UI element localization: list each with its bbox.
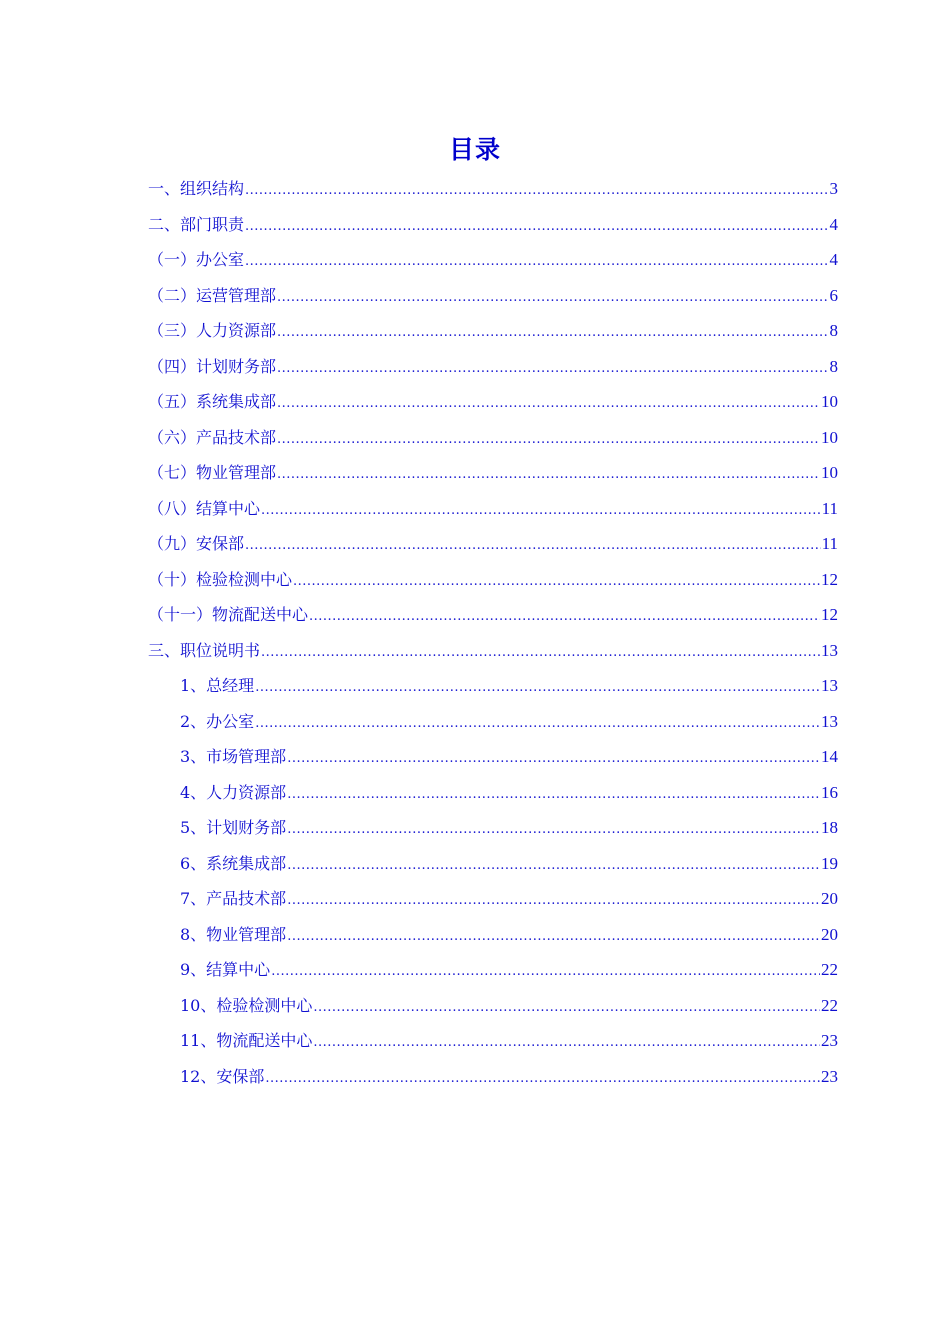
toc-dot-leader	[255, 706, 820, 742]
toc-entry-inspection-testing-position[interactable]	[148, 988, 838, 1024]
toc-entry-label: （十一）物流配送中心	[148, 605, 309, 624]
toc-page-number: 19	[821, 853, 838, 873]
toc-page-number: 13	[821, 640, 838, 660]
toc-page-number: 8	[829, 356, 838, 376]
toc-entry-label: （九）安保部	[148, 534, 245, 553]
toc-dot-leader	[287, 812, 820, 848]
toc-dot-leader	[261, 635, 820, 671]
toc-dot-leader	[277, 457, 820, 493]
toc-entry-product-technology-position[interactable]	[148, 881, 838, 917]
toc-dot-leader	[277, 422, 820, 458]
toc-dot-leader	[277, 315, 828, 351]
toc-entry-system-integration[interactable]	[148, 384, 838, 420]
toc-entry-label: （八）结算中心	[148, 498, 261, 518]
toc-entry-label: 三、职位说明书	[148, 640, 261, 660]
toc-entry-label: （六）产品技术部	[148, 427, 277, 447]
toc-dot-leader	[245, 173, 828, 209]
toc-entry-label: 1、总经理	[180, 676, 255, 695]
toc-entry-property-management-position[interactable]	[148, 917, 838, 953]
toc-dot-leader	[287, 848, 820, 884]
toc-entry-label: （二）运营管理部	[148, 285, 277, 305]
toc-entry-settlement-center[interactable]	[148, 491, 838, 527]
toc-entry-label: 2、办公室	[180, 711, 255, 731]
toc-entry-label: 10、检验检测中心	[180, 995, 313, 1015]
toc-entry-security[interactable]	[148, 526, 838, 562]
toc-dot-leader	[245, 209, 828, 245]
toc-dot-leader	[313, 990, 820, 1026]
toc-page-number: 3	[829, 179, 838, 198]
toc-entry-label: 9、结算中心	[180, 960, 271, 979]
toc-entry-planning-finance[interactable]	[148, 349, 838, 385]
toc-entry-planning-finance-position[interactable]	[148, 810, 838, 846]
toc-dot-leader	[277, 386, 820, 422]
toc-dot-leader	[309, 599, 820, 635]
toc-entry-general-manager[interactable]	[148, 668, 838, 704]
toc-dot-leader	[293, 564, 820, 600]
toc-entry-label: （十）检验检测中心	[148, 569, 293, 589]
toc-entry-organization-structure[interactable]	[148, 171, 838, 207]
toc-entry-label: （七）物业管理部	[148, 463, 277, 482]
toc-dot-leader	[255, 670, 820, 706]
toc-dot-leader	[313, 1025, 820, 1061]
toc-dot-leader	[287, 883, 820, 919]
toc-entry-product-technology[interactable]	[148, 420, 838, 456]
toc-entry-settlement-center-position[interactable]	[148, 952, 838, 988]
toc-entry-label: 11、物流配送中心	[180, 1031, 313, 1050]
toc-page-number: 22	[821, 960, 838, 979]
toc-dot-leader	[245, 528, 821, 564]
toc-entry-label: 8、物业管理部	[180, 924, 287, 944]
toc-page-number: 23	[821, 1031, 838, 1050]
toc-entry-label: 一、组织结构	[148, 179, 245, 198]
toc-dot-leader	[287, 919, 820, 955]
toc-entry-system-integration-position[interactable]	[148, 846, 838, 882]
toc-page-number: 8	[829, 321, 838, 340]
toc-page-number: 11	[821, 534, 838, 553]
toc-entry-label: 6、系统集成部	[180, 853, 287, 873]
toc-dot-leader	[261, 493, 821, 529]
toc-entry-label: 7、产品技术部	[180, 889, 287, 908]
toc-entry-logistics-distribution[interactable]	[148, 597, 838, 633]
toc-dot-leader	[265, 1061, 820, 1097]
toc-page-number: 20	[821, 924, 838, 944]
toc-dot-leader	[245, 244, 828, 280]
toc-entry-label: （三）人力资源部	[148, 321, 277, 340]
toc-page-number: 20	[821, 889, 838, 908]
toc-page-number: 12	[821, 569, 838, 589]
toc-entry-security-position[interactable]	[148, 1059, 838, 1095]
toc-entry-department-duties[interactable]	[148, 207, 838, 243]
toc-entry-property-management[interactable]	[148, 455, 838, 491]
toc-entry-label: 5、计划财务部	[180, 818, 287, 837]
toc-title: 目录	[448, 135, 501, 164]
toc-entry-label: 二、部门职责	[148, 214, 245, 234]
toc-entry-label: （一）办公室	[148, 250, 245, 269]
toc-entry-label: 4、人力资源部	[180, 782, 287, 802]
toc-page-number: 13	[821, 711, 838, 731]
toc-page-number: 12	[821, 605, 838, 624]
toc-entry-label: 12、安保部	[180, 1066, 265, 1086]
toc-page-number: 10	[821, 463, 838, 482]
toc-entry-logistics-distribution-position[interactable]	[148, 1023, 838, 1059]
toc-entry-inspection-testing[interactable]	[148, 562, 838, 598]
toc-entry-office-position[interactable]	[148, 704, 838, 740]
toc-page-number: 10	[821, 427, 838, 447]
toc-page-number: 4	[829, 214, 838, 234]
toc-page-number: 4	[829, 250, 838, 269]
toc-entry-human-resources[interactable]	[148, 313, 838, 349]
toc-page-number: 16	[821, 782, 838, 802]
toc-dot-leader	[277, 280, 828, 316]
toc-page-number: 10	[821, 392, 838, 411]
toc-entry-operations-management[interactable]	[148, 278, 838, 314]
toc-page-number: 13	[821, 676, 838, 695]
toc-entry-label: （四）计划财务部	[148, 356, 277, 376]
toc-entry-human-resources-position[interactable]	[148, 775, 838, 811]
toc-entry-job-descriptions[interactable]	[148, 633, 838, 669]
toc-page-number: 11	[821, 498, 838, 518]
toc-dot-leader	[287, 777, 820, 813]
toc-page-number: 22	[821, 995, 838, 1015]
toc-page-number: 6	[829, 285, 838, 305]
toc-entry-market-management[interactable]	[148, 739, 838, 775]
toc-page-number: 18	[821, 818, 838, 837]
toc-entry-office[interactable]	[148, 242, 838, 278]
table-of-contents	[148, 171, 838, 1094]
toc-entry-label: （五）系统集成部	[148, 392, 277, 411]
toc-dot-leader	[271, 954, 820, 990]
toc-entry-label: 3、市场管理部	[180, 747, 287, 766]
toc-dot-leader	[287, 741, 820, 777]
toc-page-number: 23	[821, 1066, 838, 1086]
toc-dot-leader	[277, 351, 828, 387]
toc-page-number: 14	[821, 747, 838, 766]
